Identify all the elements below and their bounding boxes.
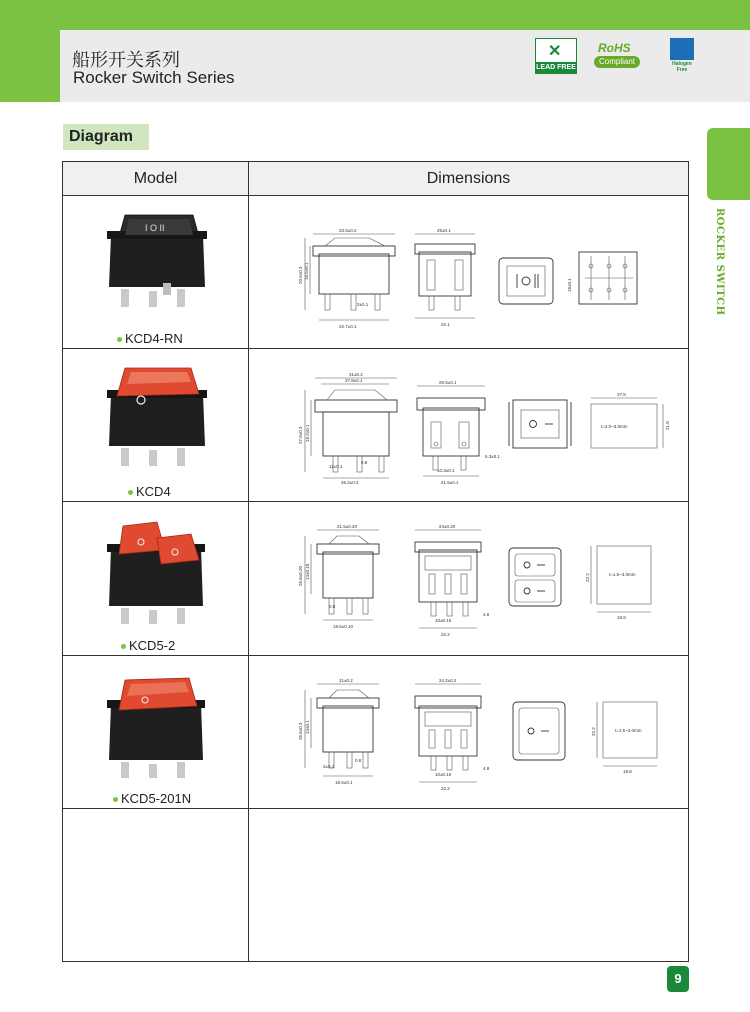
top-view [509, 548, 561, 606]
front-view [415, 228, 475, 327]
dim-c: 26.2±0.2 [341, 480, 359, 485]
top-view [513, 702, 565, 760]
dim-i: 4.8 [483, 766, 490, 771]
bullet-icon [113, 797, 118, 802]
side-tab [707, 128, 750, 200]
row-divider [63, 501, 688, 502]
dim-e: 27.6±0.3 [298, 426, 303, 444]
dim-f: 14±0.10 [305, 563, 310, 580]
dim-i: 10.3±0.1 [437, 468, 455, 473]
dim-d: 21.5±0.1 [441, 480, 459, 485]
dim-g: 0.8 [329, 604, 336, 609]
side-view [298, 372, 397, 485]
rohs-badge [594, 38, 644, 70]
model-label-kcd5-2 [121, 638, 175, 653]
page-title-english: Rocker Switch Series [73, 68, 235, 87]
header-left-band [0, 30, 60, 102]
rohs-label: RoHS [598, 41, 631, 55]
product-image-kcd5-2 [105, 520, 215, 630]
product-image-kcd4 [103, 364, 213, 474]
dim-a: 21.5±0.20 [337, 524, 357, 529]
model-name: KCD4-RN [125, 331, 183, 346]
bullet-icon [121, 644, 126, 649]
dim-f: 14±0.1 [305, 720, 310, 734]
dimension-drawing-kcd4 [299, 372, 679, 487]
dim-f: 16.5±0.1 [304, 262, 309, 280]
bullet-icon [128, 490, 133, 495]
dim-c: 22.7±0.1 [339, 324, 357, 329]
front-view [415, 524, 490, 637]
column-header-model: Model [63, 162, 249, 195]
dim-f: 18.2±0.1 [305, 424, 310, 442]
rohs-compliant-label: Compliant [594, 56, 640, 68]
dim-a: 31±0.2 [349, 372, 363, 377]
table-header [63, 162, 688, 196]
halogen-free-label: Halogen Free [672, 61, 692, 73]
terminal-view [567, 252, 637, 304]
dim-h: 0.8 [361, 460, 368, 465]
row-divider [63, 655, 688, 656]
dimension-drawing-kcd4-rn [299, 222, 659, 332]
row-divider [63, 808, 688, 809]
page-number: 9 [667, 966, 689, 992]
diagram-table [62, 161, 689, 962]
lead-free-badge [535, 38, 577, 74]
dim-i: 4.8 [483, 612, 490, 617]
dim-a: 33.5±0.2 [339, 228, 357, 233]
page-title-chinese: 船形开关系列 [72, 50, 180, 71]
section-title: Diagram [63, 124, 149, 150]
row-divider [63, 348, 688, 349]
model-name: KCD5-201N [121, 791, 192, 806]
dim-j: 22.2 [591, 727, 596, 736]
dim-a: 21±0.2 [339, 678, 353, 683]
dim-e: 26.6±0.20 [298, 566, 303, 586]
dimension-drawing-kcd5-2 [299, 524, 679, 639]
model-label-kcd4 [128, 484, 171, 499]
top-color-bar [0, 0, 750, 30]
dim-j: 22.2 [585, 573, 590, 582]
dim-c: 18.5±0.1 [335, 780, 353, 785]
dim-e: 20.6±0.3 [298, 266, 303, 284]
dimension-drawing-kcd5-201n [299, 678, 679, 793]
dim-h: 18±0.1 [567, 278, 572, 292]
side-view [298, 524, 379, 629]
dim-d: 22.1 [441, 322, 450, 327]
dim-k: 27.8 [617, 392, 626, 397]
lead-free-label: LEAD FREE [536, 64, 576, 71]
dim-m: t=2.0~3.0mm [601, 424, 628, 429]
halogen-free-badge [668, 38, 696, 72]
dim-j: 6.3±0.1 [485, 454, 500, 459]
dim-h: 10±0.10 [435, 618, 452, 623]
column-divider [248, 195, 249, 961]
dim-b: 24.2±0.2 [439, 678, 457, 683]
panel-cutout [585, 546, 651, 620]
side-view [298, 678, 379, 785]
side-view [298, 228, 395, 329]
dim-e: 26.6±0.3 [298, 722, 303, 740]
dim-d: 22.2 [441, 786, 450, 791]
dim-g: 11±0.1 [329, 464, 343, 469]
column-header-dimensions: Dimensions [426, 170, 511, 187]
dim-l: t=1.5~3.0mm [615, 728, 642, 733]
front-view [417, 380, 500, 485]
model-name: KCD4 [136, 484, 171, 499]
dim-l: 21.8 [665, 421, 670, 430]
product-image-kcd5-201n [105, 674, 215, 784]
product-image-kcd4-rn [103, 207, 213, 312]
dim-c: 18.5±0.10 [333, 624, 353, 629]
panel-cutout [591, 392, 670, 448]
model-name: KCD5-2 [129, 638, 176, 653]
top-view [499, 258, 553, 304]
front-view [415, 678, 490, 791]
dim-g: 2±0.1 [357, 302, 369, 307]
dim-k: 19.8 [617, 615, 626, 620]
panel-cutout [591, 702, 657, 774]
bullet-icon [117, 337, 122, 342]
dim-m: 2±0.1 [323, 764, 335, 769]
dim-d: 22.2 [441, 632, 450, 637]
model-label-kcd5-201n [113, 791, 191, 806]
dim-b: 26.5±0.1 [439, 380, 457, 385]
dim-h: 10±0.10 [435, 772, 452, 777]
dim-g: 0.8 [355, 758, 362, 763]
halogen-free-icon [670, 38, 694, 60]
dim-l: t=1.5~3.0mm [609, 572, 636, 577]
svg-text:I O II: I O II [145, 223, 165, 233]
top-view [509, 400, 571, 448]
side-tab-label: ROCKER SWITCH [714, 208, 725, 316]
dim-n: 27.8±0.1 [345, 378, 363, 383]
dim-k: 19.8 [623, 769, 632, 774]
dim-b: 24±0.20 [439, 524, 456, 529]
dim-b: 25±0.1 [437, 228, 451, 233]
lead-free-icon: ✕ [548, 43, 562, 60]
model-label-kcd4-rn [117, 331, 183, 346]
